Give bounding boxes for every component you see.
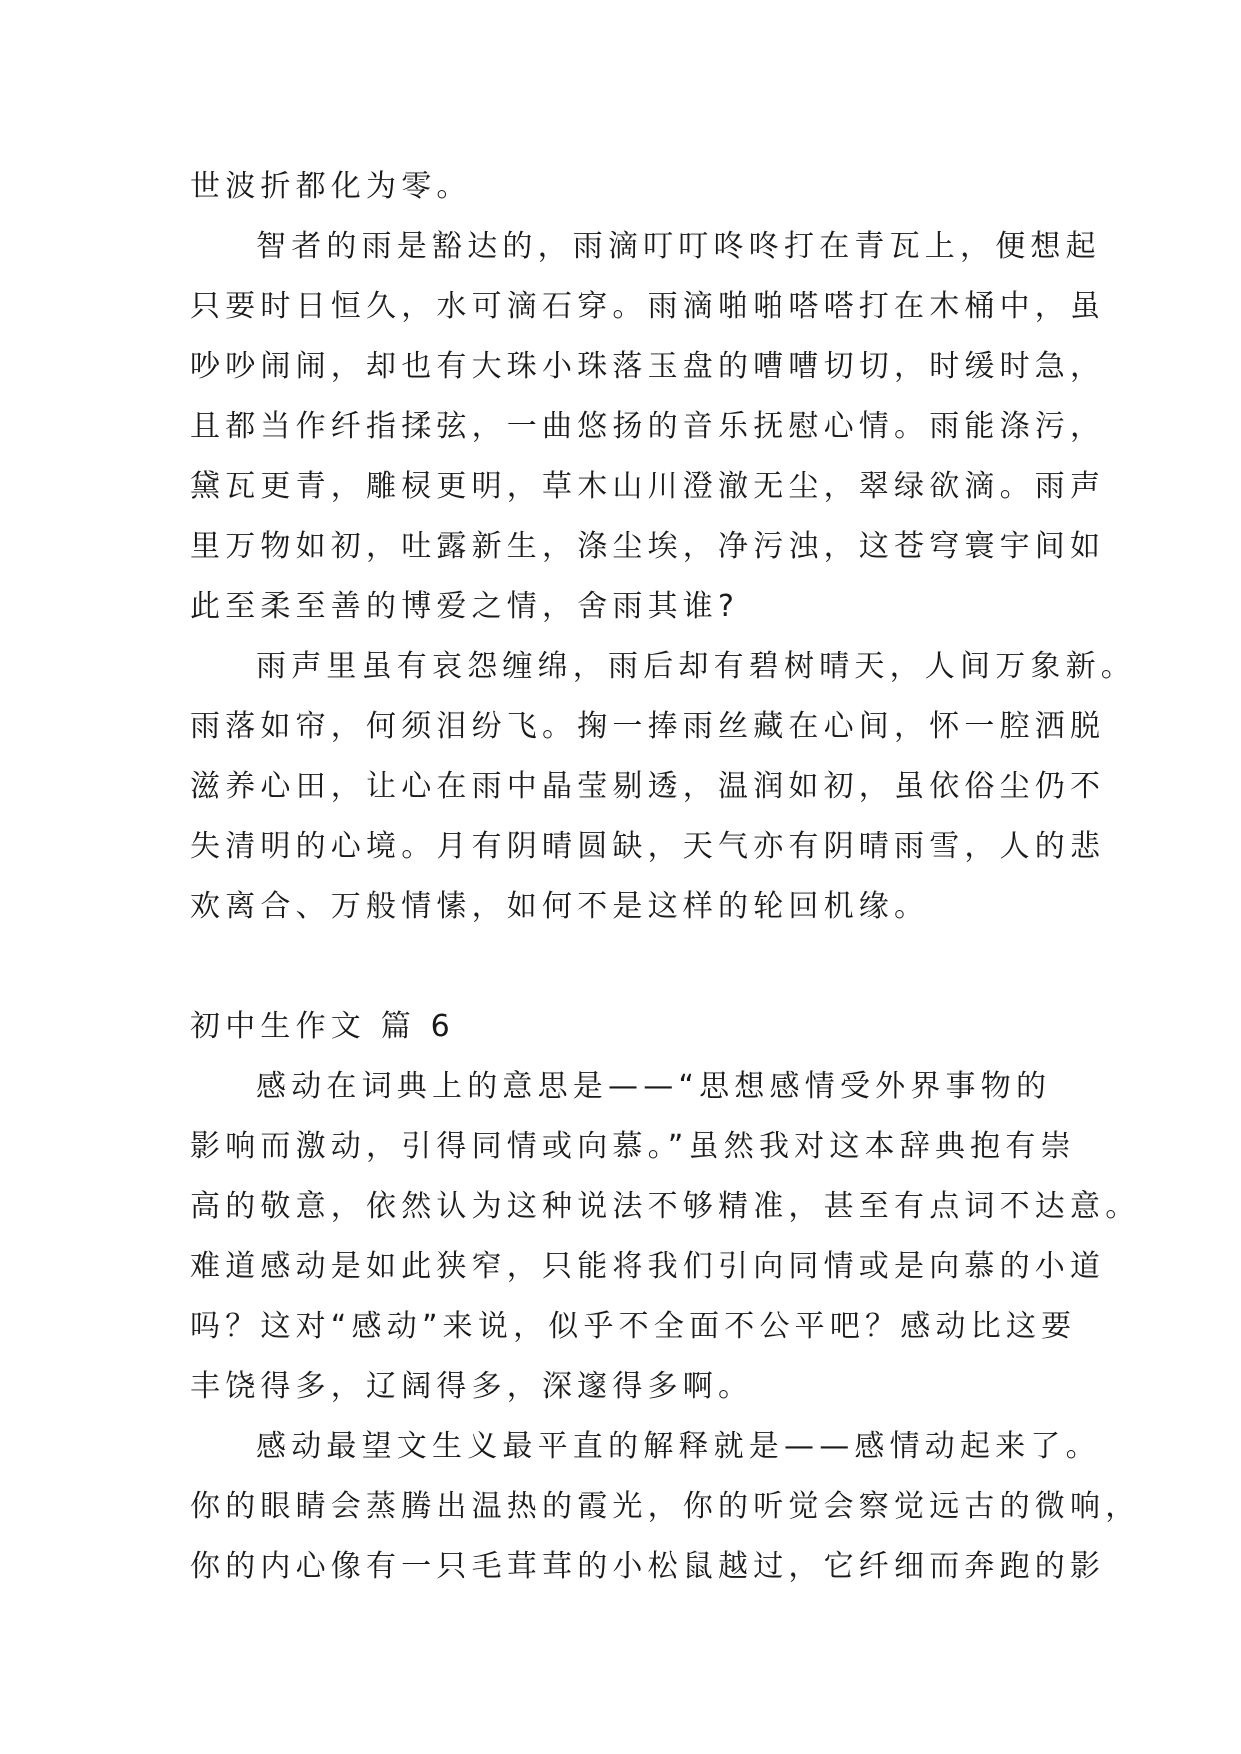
text-line: 吵吵闹闹，却也有大珠小珠落玉盘的嘈嘈切切，时缓时急， [190, 349, 1106, 384]
text-line: 此至柔至善的博爱之情，舍雨其谁? [190, 589, 740, 624]
text-line: 智者的雨是豁达的，雨滴叮叮咚咚打在青瓦上，便想起 [256, 229, 1101, 264]
document-body [190, 157, 1141, 1597]
text-line: 世波折都化为零。 [190, 169, 472, 204]
text-line: 高的敬意，依然认为这种说法不够精准，甚至有点词不达意。 [190, 1189, 1141, 1224]
text-line: 里万物如初，吐露新生，涤尘埃，净污浊，这苍穹寰宇间如 [190, 529, 1106, 564]
text-line: 滋养心田，让心在雨中晶莹剔透，温润如初，虽依俗尘仍不 [190, 769, 1106, 804]
text-line: 感动最望文生义最平直的解释就是——感情动起来了。 [256, 1429, 1101, 1464]
text-line: 雨落如帘，何须泪纷飞。掬一捧雨丝藏在心间，怀一腔洒脱 [190, 709, 1106, 744]
text-line: 感动在词典上的意思是——“思想感情受外界事物的 [256, 1069, 1052, 1104]
text-line: 失清明的心境。月有阴晴圆缺，天气亦有阴晴雨雪，人的悲 [190, 829, 1106, 864]
text-line: 只要时日恒久，水可滴石穿。雨滴啪啪嗒嗒打在木桶中，虽 [190, 289, 1106, 324]
essay-continuation [190, 157, 1136, 937]
section-title: 初中生作文 篇 6 [190, 1009, 455, 1044]
essay-6-body [190, 1057, 1141, 1597]
text-line: 吗？这对“感动”来说，似乎不全面不公平吧？感动比这要 [190, 1309, 1077, 1344]
text-line: 雨声里虽有哀怨缠绵，雨后却有碧树晴天，人间万象新。 [256, 649, 1136, 684]
text-line: 影响而激动，引得同情或向慕。”虽然我对这本辞典抱有崇 [190, 1129, 1076, 1164]
text-line: 且都当作纤指揉弦，一曲悠扬的音乐抚慰心情。雨能涤污， [190, 409, 1106, 444]
text-line: 难道感动是如此狭窄，只能将我们引向同情或是向慕的小道 [190, 1249, 1106, 1284]
text-line: 欢离合、万般情愫，如何不是这样的轮回机缘。 [190, 889, 930, 924]
text-line: 你的内心像有一只毛茸茸的小松鼠越过，它纤细而奔跑的影 [190, 1549, 1106, 1584]
text-line: 你的眼睛会蒸腾出温热的霞光，你的听觉会察觉远古的微响， [190, 1489, 1141, 1524]
section-spacer [190, 937, 1070, 997]
text-line: 丰饶得多，辽阔得多，深邃得多啊。 [190, 1369, 754, 1404]
text-line: 黛瓦更青，雕棂更明，草木山川澄澈无尘，翠绿欲滴。雨声 [190, 469, 1106, 504]
